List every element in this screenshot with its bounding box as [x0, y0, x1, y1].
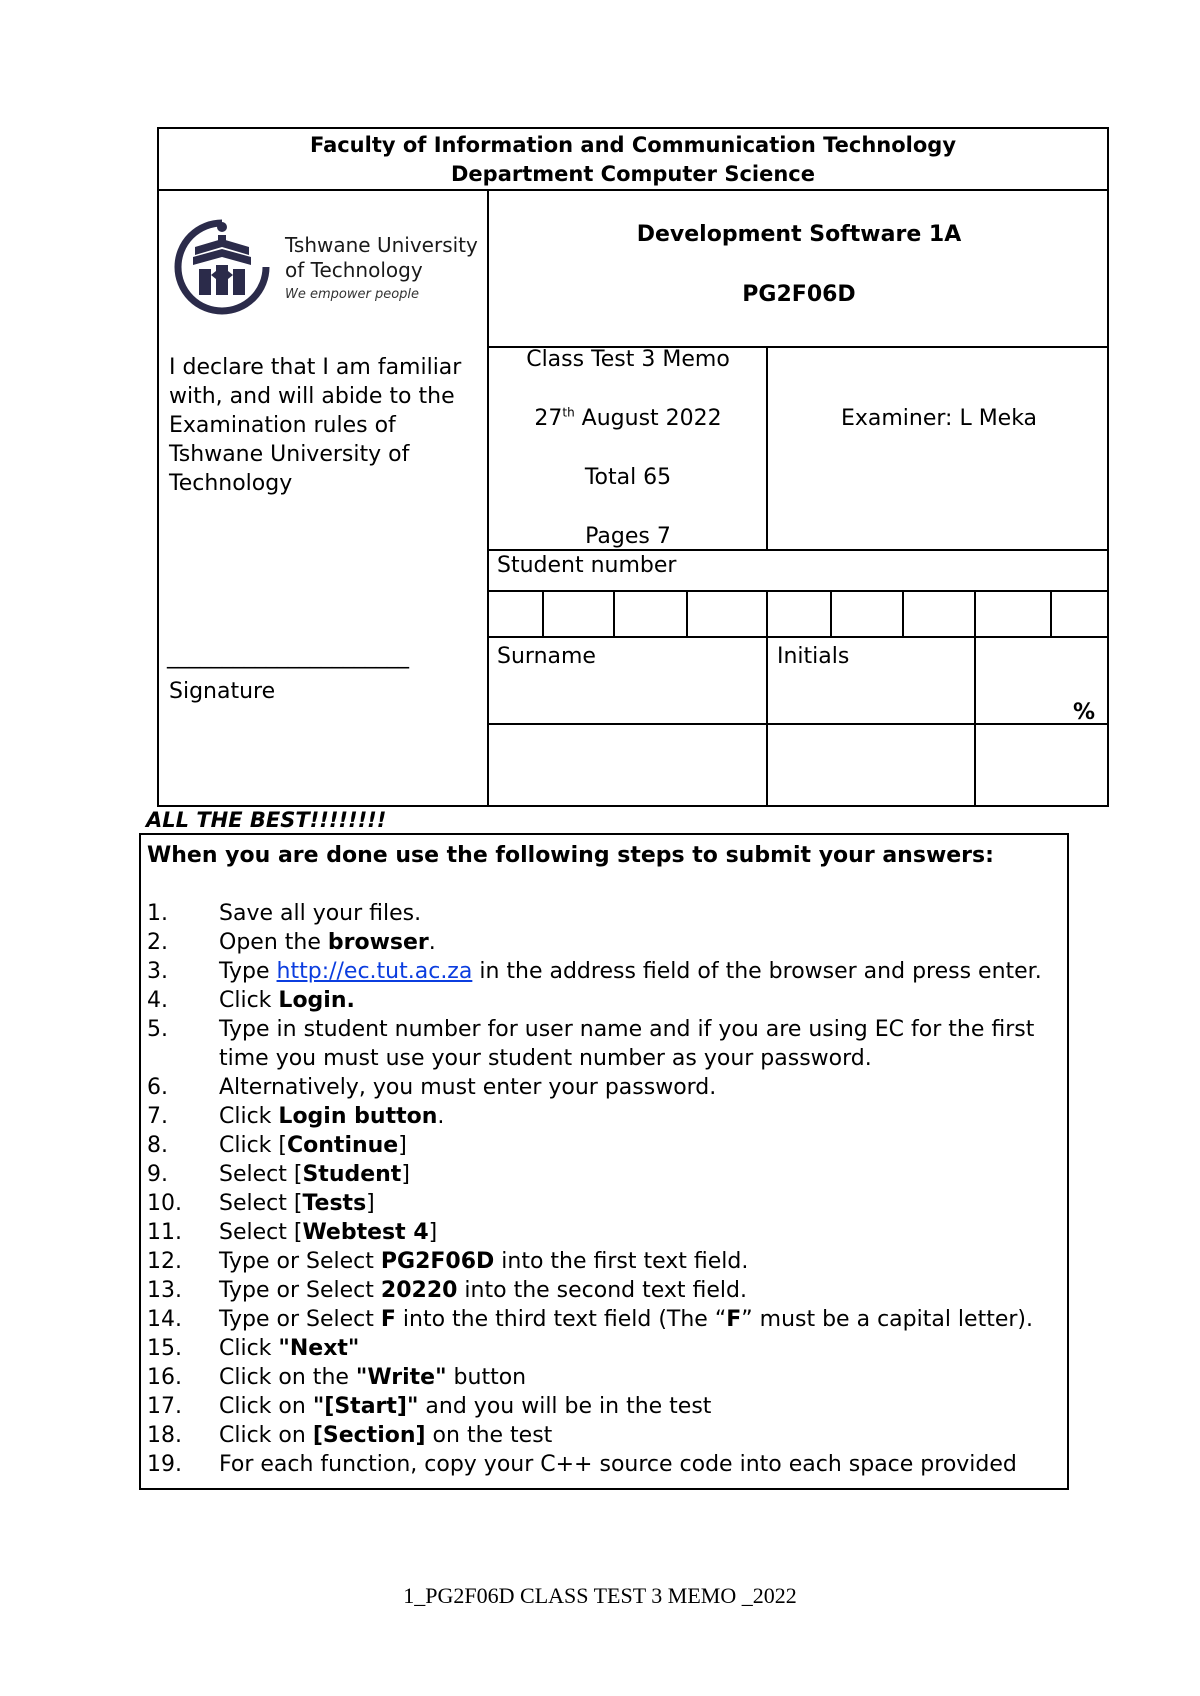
step-text [219, 1160, 410, 1189]
step-text-part: into the second text field. [457, 1278, 747, 1303]
step-number: 19. [147, 1452, 182, 1477]
test-date [489, 405, 767, 433]
step-text-part: Alternatively, you must enter your password. [219, 1075, 717, 1100]
step-text [219, 1218, 437, 1247]
course-code: PG2F06D [742, 282, 856, 307]
step-text-bold: [Section] [312, 1423, 426, 1448]
step-text [219, 1247, 748, 1276]
course-title: Development Software 1A [636, 222, 962, 247]
step-text-bold: F [380, 1307, 396, 1332]
percent-symbol: % [1073, 700, 1096, 725]
step-number: 6. [147, 1075, 168, 1100]
student-number-label: Student number [497, 553, 677, 578]
step-text-bold: Tests [302, 1191, 367, 1216]
step-text-bold: "Write" [355, 1365, 447, 1390]
step-text [219, 1450, 1017, 1479]
step-text-part: into the third text field (The “ [395, 1307, 727, 1332]
step-text-part: Click on [219, 1394, 313, 1419]
initials-label: Initials [777, 644, 850, 669]
step-text [219, 1334, 359, 1363]
step-text [219, 928, 436, 957]
date-suffix: th [562, 405, 575, 420]
step-text-bold: "Next" [278, 1336, 360, 1361]
step-text [219, 1276, 747, 1305]
step-text [219, 1392, 711, 1421]
department-name: Department Computer Science [450, 162, 815, 186]
surname-label: Surname [497, 644, 596, 669]
step-text-part: Type or Select [219, 1249, 381, 1274]
step-number: 12. [147, 1249, 182, 1274]
step-number: 5. [147, 1017, 168, 1042]
signature-label: Signature [169, 679, 276, 704]
step-text [219, 1305, 1033, 1334]
step-text-part: Type or Select [219, 1307, 381, 1332]
step-number: 14. [147, 1307, 182, 1332]
step-text-part: button [446, 1365, 527, 1390]
step-text-bold: F [726, 1307, 742, 1332]
step-text-part: Type or Select [219, 1278, 381, 1303]
step-text [219, 1131, 407, 1160]
logo-name-line1: Tshwane University [285, 233, 478, 257]
row-divider [159, 189, 1107, 191]
step-text [219, 986, 355, 1015]
row-divider [487, 636, 1107, 638]
step-text-part: Click [219, 1336, 279, 1361]
step-number: 15. [147, 1336, 182, 1361]
step-number: 7. [147, 1104, 168, 1129]
step-text-part: ] [428, 1220, 438, 1245]
step-text-part: Click [219, 988, 279, 1013]
step-text-part: Type [219, 959, 277, 984]
step-text [219, 1189, 375, 1218]
step-text-part: . [437, 1104, 445, 1129]
step-text [219, 1363, 526, 1392]
step-text-part: Type in student number for user name and if you are using EC for the first time you must use your student number as your password. [219, 1017, 1035, 1071]
step-text-part: ] [401, 1162, 410, 1187]
test-total: Total 65 [584, 465, 672, 490]
digit-box-divider [686, 590, 688, 636]
test-pages: Pages 7 [585, 524, 671, 549]
step-text-bold: Student [302, 1162, 402, 1187]
digit-box-divider [613, 590, 615, 636]
step-text-bold: Login. [278, 988, 355, 1013]
step-number: 18. [147, 1423, 182, 1448]
step-text-part: . [428, 930, 436, 955]
step-number: 4. [147, 988, 168, 1013]
row-divider [487, 723, 1107, 725]
step-number: 2. [147, 930, 168, 955]
step-text-part: ” must be a capital letter). [741, 1307, 1033, 1332]
faculty-name: Faculty of Information and Communication Technology [309, 133, 957, 157]
step-number: 11. [147, 1220, 182, 1245]
best-wishes: ALL THE BEST!!!!!!!! [146, 808, 387, 832]
step-text-part: Select [ [219, 1191, 303, 1216]
column-divider [766, 636, 768, 805]
date-day: 27 [534, 406, 563, 431]
digit-box-divider [766, 590, 768, 636]
step-text-part: Click [ [219, 1133, 287, 1158]
step-text-bold: Webtest 4 [302, 1220, 429, 1245]
instructions-title: When you are done use the following steps to submit your answers: [147, 843, 994, 868]
examiner: Examiner: L Meka [840, 406, 1038, 431]
step-text-part: Click on [219, 1423, 313, 1448]
step-text-part: Save all your files. [219, 901, 422, 926]
page-footer: 1_PG2F06D CLASS TEST 3 MEMO _2022 [403, 1583, 797, 1608]
step-text-part: ] [366, 1191, 375, 1216]
step-text-bold: "[Start]" [312, 1394, 419, 1419]
step-number: 3. [147, 959, 168, 984]
column-divider [766, 346, 768, 549]
submission-instructions [139, 833, 1069, 1490]
digit-box-divider [902, 590, 904, 636]
step-text-part: into the first text field. [494, 1249, 749, 1274]
signature-line: ______________________ [167, 644, 409, 669]
step-number: 13. [147, 1278, 182, 1303]
step-text-bold: 20220 [380, 1278, 458, 1303]
header-table [157, 127, 1109, 807]
step-text-part: Select [ [219, 1162, 303, 1187]
step-number: 1. [147, 901, 168, 926]
university-logo [167, 217, 482, 317]
logo-name-line2: of Technology [285, 258, 423, 282]
test-name: Class Test 3 Memo [526, 347, 730, 372]
step-text [219, 1102, 444, 1131]
step-number: 8. [147, 1133, 168, 1158]
step-text-part: on the test [425, 1423, 553, 1448]
step-text-bold: Login button [278, 1104, 438, 1129]
step-number: 17. [147, 1394, 182, 1419]
step-text [219, 1421, 552, 1450]
step-text-bold: PG2F06D [380, 1249, 495, 1274]
digit-box-divider [974, 590, 976, 636]
step-number: 10. [147, 1191, 182, 1216]
step-text-part: Click [219, 1104, 279, 1129]
digit-box-divider [1050, 590, 1052, 636]
step-text-part: and you will be in the test [418, 1394, 712, 1419]
column-divider [974, 636, 976, 805]
step-text [219, 1073, 716, 1102]
tut-emblem-icon [167, 217, 277, 317]
step-text-part: For each function, copy your C++ source code into each space provided [219, 1452, 1017, 1477]
step-text-part: Select [ [219, 1220, 303, 1245]
step-text-bold: browser [327, 930, 429, 955]
ec-portal-link[interactable]: http://ec.tut.ac.za [276, 959, 473, 984]
digit-box-divider [542, 590, 544, 636]
step-text [219, 899, 421, 928]
step-text-part: ] [398, 1133, 407, 1158]
step-text-part: in the address field of the browser and press enter. [472, 959, 1042, 984]
step-text [219, 1015, 1059, 1073]
faculty-heading [159, 131, 1107, 189]
step-number: 16. [147, 1365, 182, 1390]
step-text-part: Open the [219, 930, 328, 955]
date-month-year: August 2022 [574, 406, 722, 431]
step-text-part: Click on the [219, 1365, 356, 1390]
logo-tagline: We empower people [285, 287, 420, 302]
row-divider [487, 590, 1107, 592]
step-text [219, 957, 1042, 986]
digit-box-divider [830, 590, 832, 636]
declaration-text: I declare that I am familiar with, and will abide to the Examination rules of Tshwane University of Technology [169, 355, 462, 496]
step-number: 9. [147, 1162, 168, 1187]
step-text-bold: Continue [287, 1133, 399, 1158]
